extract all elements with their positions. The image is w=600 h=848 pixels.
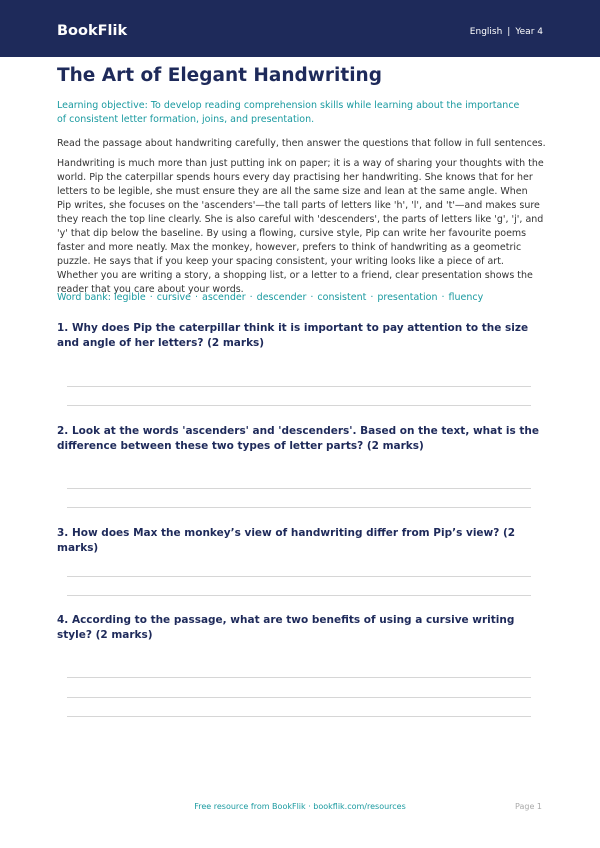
reading-passage: Handwriting is much more than just putting ink on paper; it is a way of sharing your thoughts with the world. Pip the caterpillar spends hours every day practising her handwriting. She knows that for her letters to be legible, she must ensure they are all the same size and lean at the same angle. When Pip writes, she focuses on the 'ascenders'—the tall parts of letters like 'h', 'l', and 't'—and makes sure they reach the top line clearly. She is also careful with 'descenders', the parts of letters like 'g', 'j', and 'y' that dip below the baseline. By using a flowing, cursive style, Pip can write her favourite poems faster and more neatly. Max the monkey, however, prefers to think of handwriting as a geometric puzzle. He says that if you keep your spacing consistent, your writing looks like a piece of art. Whether you are writing a story, a shopping list, or a letter to a friend, clear presentation shows the reader that you care about your words. (57, 158, 544, 295)
answer-line[interactable] (67, 716, 531, 717)
subject-year (470, 27, 543, 37)
footer-link[interactable]: Free resource from BookFlik · bookflik.com/resources (194, 802, 406, 811)
learning-objective: Learning objective: To develop reading comprehension skills while learning about the importance of consistent letter formation, joins, and presentation. (57, 100, 520, 125)
answer-line[interactable] (67, 405, 531, 406)
year-label: Year 4 (515, 27, 543, 37)
meta-separator: | (507, 27, 511, 37)
page-header (0, 0, 600, 57)
word-bank-word: cursive (156, 292, 191, 303)
question-3: 3. How does Max the monkey’s view of handwriting differ from Pip’s view? (2 marks) (57, 527, 516, 554)
question-2: 2. Look at the words 'ascenders' and 'descenders'. Based on the text, what is the difference between these two types of letter parts? (2 marks) (57, 425, 540, 452)
answer-line[interactable] (67, 507, 531, 508)
word-bank-word: presentation (377, 292, 438, 303)
word-bank-label: Word bank: (57, 292, 112, 303)
page-number: Page 1 (515, 802, 542, 811)
word-bank-word: ascender (202, 292, 246, 303)
word-separator: · (370, 292, 374, 303)
word-bank-word: fluency (448, 292, 484, 303)
word-bank (57, 291, 547, 305)
subject-label: English (469, 27, 503, 37)
word-separator: · (249, 292, 253, 303)
word-separator: · (149, 292, 153, 303)
word-separator: · (310, 292, 314, 303)
answer-line[interactable] (67, 386, 531, 387)
answer-line[interactable] (67, 576, 531, 577)
question-1: 1. Why does Pip the caterpillar think it is important to pay attention to the size and angle of her letters? (2 marks) (57, 322, 529, 349)
answer-line[interactable] (67, 488, 531, 489)
answer-line[interactable] (67, 677, 531, 678)
word-bank-word: descender (256, 292, 307, 303)
worksheet-title: The Art of Elegant Handwriting (57, 65, 382, 86)
question-4: 4. According to the passage, what are two benefits of using a cursive writing style? (2 marks) (57, 614, 515, 641)
word-separator: · (194, 292, 198, 303)
instruction-text: Read the passage about handwriting carefully, then answer the questions that follow in full sentences. (57, 138, 546, 149)
answer-line[interactable] (67, 595, 531, 596)
word-bank-word: consistent (317, 292, 367, 303)
brand-logo: BookFlik (57, 23, 128, 39)
word-separator: · (441, 292, 445, 303)
word-bank-word: legible (114, 292, 146, 303)
answer-line[interactable] (67, 697, 531, 698)
